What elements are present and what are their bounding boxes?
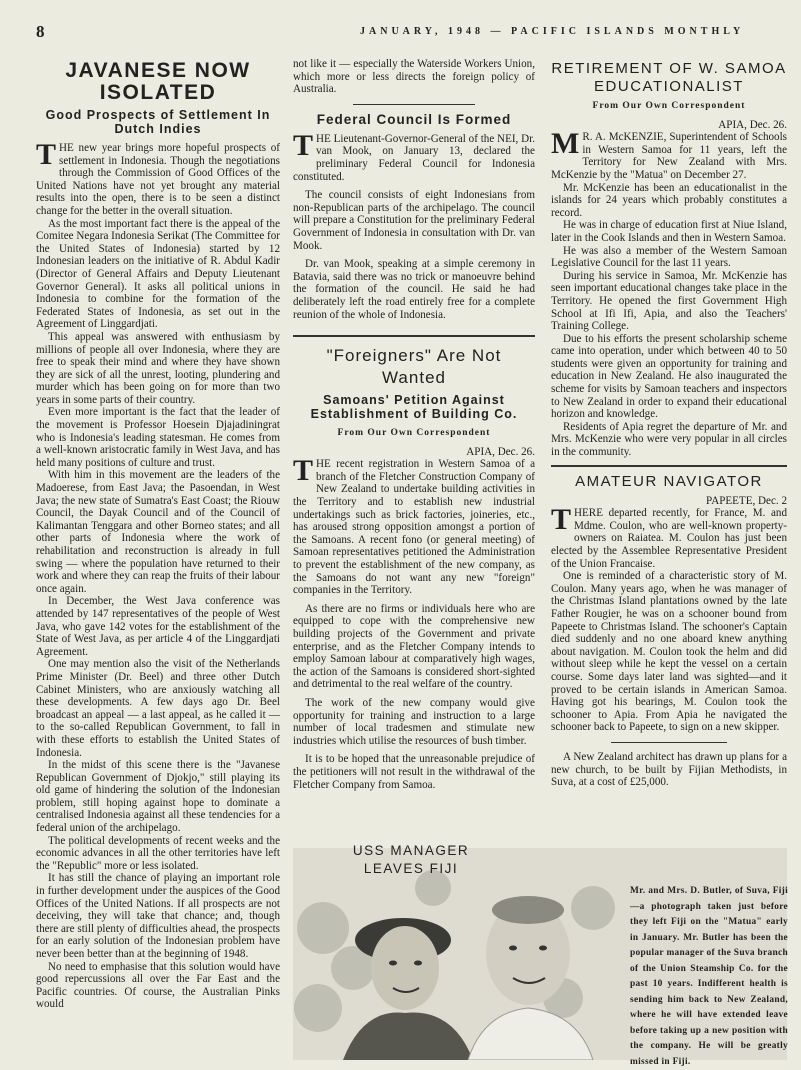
paragraph: THE Lieutenant-Governor-General of the NEI, Dr. van Mook, on January 13, declared the preliminary Federal Council for Indonesia constituted. xyxy=(293,128,535,183)
drop-cap: T xyxy=(293,128,314,162)
divider xyxy=(611,742,727,743)
paragraph: One is reminded of a characteristic story of M. Coulon. Many years ago, when he was manager of the Christmas Island plantations owned by the late Father Rougier, he was on a schooner bound from Papeete to Christmas Island. The schooner's Captain died suddenly and no one aboard knew anything about navigation. M. Coulon took the helm and did without sleep while he kept the vessel on a certain course. Some days later land was sighted—and it proved to be certain islands in American Samoa. Having got his bearings, M. Coulon took the schooner to Apia. From Apia he navigated the schooner back to Papeete, to sign on a new skipper. xyxy=(551,570,787,734)
article-subtitle-javanese: Good Prospects of Settlement In Dutch Indies xyxy=(45,108,271,136)
dateline: APIA, Dec. 26. xyxy=(718,118,787,131)
paragraph: Residents of Apia regret the departure of Mr. and Mrs. McKenzie who were very popular in all circles in the community. xyxy=(551,420,787,459)
paragraph: Even more important is the fact that the leader of the movement is Professor Hoesein Djajadiningrat who is Indonesia's leading statesman. He comes from a well-known aristocratic family in West Java, and has held many positions of culture and trust. xyxy=(36,406,280,469)
paragraph: It has still the chance of playing an important role in further development under the auspices of the Good Offices of the United Nations. If all prospects are not deceiving, they will take that chance; and, though there are still plenty of difficulties ahead, the prospects for an early solution of the Indonesian problem have never been better than at the beginning of 1948. xyxy=(36,872,280,960)
paragraph: One may mention also the visit of the Netherlands Prime Minister (Dr. Beel) and three other Dutch Cabinet Ministers, who are anxiously watching all these developments. A few days ago Dr. Beel broadcast an appeal — a last appeal, as he called it — to the so-called Republican Government, to fall in with these efforts to establish the United States of Indonesia. xyxy=(36,658,280,759)
article-subtitle-foreigners: Samoans' Petition Against Establishment of Building Co. xyxy=(310,393,518,422)
paragraph: Dr. van Mook, speaking at a simple ceremony in Batavia, said there was no trick or manoeuvre behind the formation of the council. He said he had deliberately left the road entirely free for a complete reunion of the whole of Indonesia. xyxy=(293,258,535,321)
article-title-foreigners: "Foreigners" Are Not Wanted xyxy=(326,346,502,388)
paragraph: With him in this movement are the leaders of the Madoerese, from East Java; the Pasoendan, in West Java; the new state of Sumatra's East Coast; the Riouw Council, the Dayak Council and of the Council of Kalimantan Tenggara and other Borneo states; and all other parts of Indonesia where the work of rehabilitation and reconstruction is already in full swing — where the population have returned to their work and where they can reap the fruits of their labour once again. xyxy=(36,469,280,595)
paragraph: As there are no firms or individuals here who are equipped to cope with the comprehensive new building projects of the Government and private enterprise, and as the Fletcher Company intends to employ Samoan labour at comparatively high wages, the action of the Samoans is considered short-sighted and detrimental to the real welfare of the country. xyxy=(293,602,535,691)
paragraph: In December, the West Java conference was attended by 147 representatives of the people of West Java, who gave 142 votes for the establishment of the State of West Java, as per article 4 of the Linggardjati Agreement. xyxy=(36,595,280,658)
paragraph: THE recent registration in Western Samoa of a branch of the Fletcher Construction Company of New Zealand to undertake building activities in the Territory and to establish new industrial undertakings such as brick factories, joineries, etc., has aroused strong opposition amongst a portion of the Samoans. A recent fono (or general meeting) of Samoan representatives petitioned the Administration to prevent the establishment of the new company, as the Samoans do not want any new "foreign" companies in the Territory. xyxy=(293,454,535,597)
divider xyxy=(293,335,535,337)
article-title-retirement: RETIREMENT OF W. SAMOA EDUCATIONALIST xyxy=(551,60,787,95)
column-3 xyxy=(551,58,787,789)
article-title-navigator: AMATEUR NAVIGATOR xyxy=(575,472,763,490)
paragraph: M R. A. McKENZIE, Superintendent of Schools in Western Samoa for 11 years, left the Territory for New Zealand with Mrs. McKenzie by the "Matua" on December 27. xyxy=(551,127,787,181)
paragraph: Mr. McKenzie has been an educationalist in the islands for 24 years which probably constitutes a record. xyxy=(551,181,787,219)
paragraph: The council consists of eight Indonesians from non-Republican parts of the archipelago. The council will prepare a Constitution for the preliminary Federal Government of Indonesia in consultation with Dr. van Mook. xyxy=(293,189,535,252)
drop-cap: T xyxy=(293,454,314,488)
dateline: PAPEETE, Dec. 2 xyxy=(706,494,787,507)
article-title-federal: Federal Council Is Formed xyxy=(316,111,512,127)
continuation-paragraph: not like it — especially the Waterside Workers Union, which more or less directs the foreign policy of Australia. xyxy=(293,58,535,96)
column-1 xyxy=(36,58,280,1011)
church-news-paragraph: A New Zealand architect has drawn up plans for a new church, to be built by Fijian Methodists, in Suva, at a cost of £25,000. xyxy=(551,750,787,789)
paragraph: The work of the new company would give opportunity for training and instruction to a large number of local tradesmen and stimulate new industries which utilise the resources of bush timber. xyxy=(293,696,535,747)
drop-cap: T xyxy=(36,138,57,171)
column-2 xyxy=(293,58,535,791)
paragraph: He was also a member of the Western Samoan Legislative Council for the last 11 years. xyxy=(551,244,787,270)
paragraph: Due to his efforts the present scholarship scheme came into operation, under which between 40 to 50 students were given an opportunity for training and education in New Zealand. He also inaugurated the scheme for visits by Samoan teachers and inspectors to New Zealand in order to expand their educational horizon and knowledge. xyxy=(551,332,787,421)
page-header xyxy=(0,0,801,44)
running-title: JANUARY, 1948 — PACIFIC ISLANDS MONTHLY xyxy=(360,26,745,37)
paragraph: He was in charge of education first at Niue Island, later in the Cook Islands and then in Western Samoa. xyxy=(551,219,787,244)
paragraph: THE new year brings more hopeful prospects of settlement in Indonesia. Though the negotiations through the Commission of Good Offices of the United Nations have not yet brought any material results into the open, there is to be seen a distinct change for the better in the overall situation. xyxy=(36,138,280,217)
paragraph: No need to emphasise that this solution would have good repercussions all over the Far East and the Pacific countries. Of course, the Australian Pinks would xyxy=(36,960,280,1011)
divider xyxy=(551,465,787,467)
photo-caption: Mr. and Mrs. D. Butler, of Suva, Fiji—a photograph taken just before they left Fiji on the "Matua" early in January. Mr. Butler has been the popular manager of the Suva branch of the Union Steamship Co. for the past 10 years. Indifferent health is sending him back to New Zealand, where he will have extended leave before taking up a new position with the company. He will be greatly missed in Fiji. xyxy=(630,886,788,1067)
correspondent-line: From Our Own Correspondent xyxy=(337,428,491,439)
paragraph: THERE departed recently, for France, M. and Mdme. Coulon, who are well-known property-owners on Raiatea. M. Coulon has just been elected by the Assemblee Representative President of the Union Francaise. xyxy=(551,503,787,570)
drop-cap: T xyxy=(551,503,572,537)
correspondent-line: From Our Own Correspondent xyxy=(592,101,746,111)
divider xyxy=(353,104,475,105)
paragraph: In the midst of this scene there is the "Javanese Republican Government of Djokjo," still playing its old game of hindering the solution of the Indonesian problem, still hoping against hope to dominate a centralised Indonesia against all these tendencies for a federal union of the archipelago. xyxy=(36,759,280,835)
paragraph: This appeal was answered with enthusiasm by millions of people all over Indonesia, where they are free to speak their mind and where they have shown they are sick of all the unrest, looting, plundering and murder which has been going on for more than two years in some parts of their country. xyxy=(36,330,280,406)
paragraph: It is to be hoped that the unreasonable prejudice of the petitioners will not result in the withdrawal of the Fletcher Company from Samoa. xyxy=(293,753,535,791)
page-number: 8 xyxy=(36,22,45,41)
drop-cap: M xyxy=(551,127,580,161)
article-title-javanese: JAVANESE NOW ISOLATED xyxy=(65,59,251,104)
paragraph: As the most important fact there is the appeal of the Comitee Negara Indonesia Serikat (The Committee for the United States of Indonesia) started by 12 Indonesian leaders on the initiative of R. Abdul Kadir (Director of General Affairs and Deputy Lieutenant Governor General). It asks all political unions in Indonesia to combine for the formation of the Federated States of Indonesia, as set out in the Agreement of Linggardjati. xyxy=(36,217,280,331)
paragraph: During his service in Samoa, Mr. McKenzie has seen important educational changes take place in the Territory. He opened the first Government High School at Ifi Ifi, Apia, and also the Teachers' Training College. xyxy=(551,269,787,333)
photo-title: USS MANAGER LEAVES FIJI xyxy=(352,843,470,876)
dateline: APIA, Dec. 26. xyxy=(466,445,535,458)
paragraph: The political developments of recent weeks and the economic advances in all the other territories have left the "Republic" more or less isolated. xyxy=(36,834,280,872)
